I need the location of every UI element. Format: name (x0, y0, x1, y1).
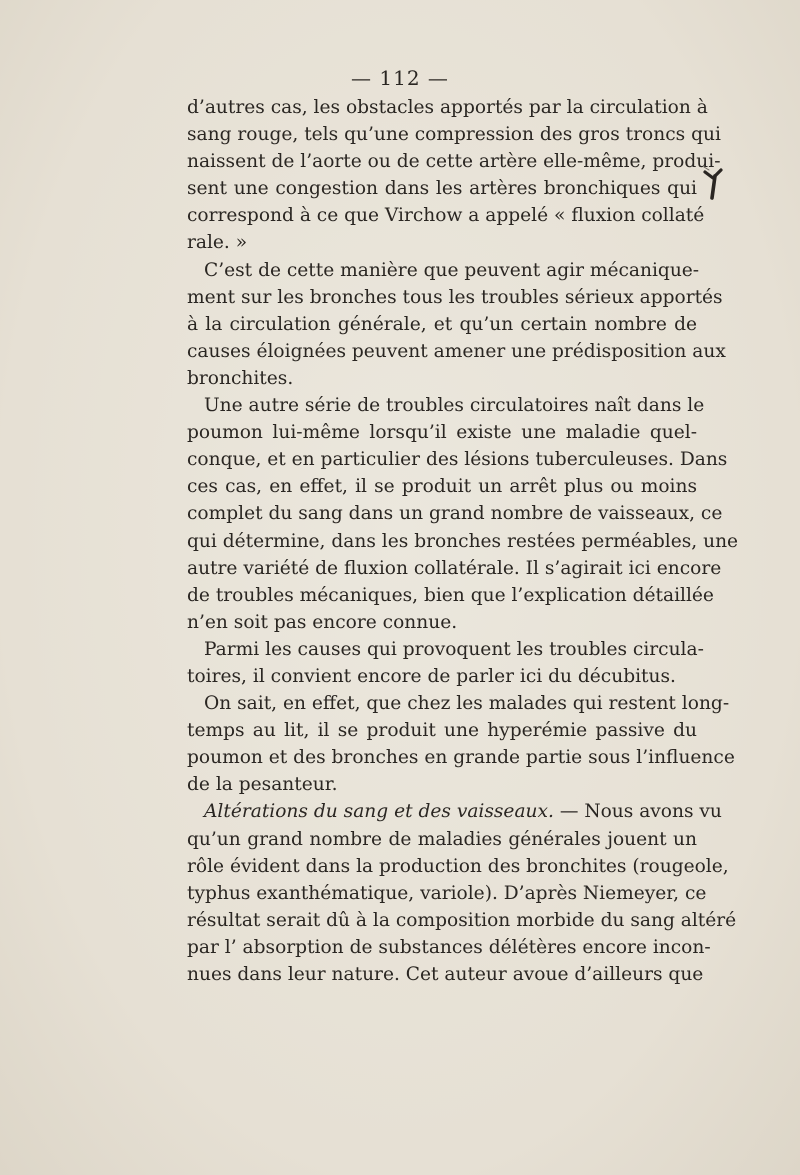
line-text: — Nous avons vu (553, 801, 722, 823)
text-line: ment sur les bronches tous les troubles sérieux apportés (187, 286, 723, 308)
text-line (187, 798, 722, 825)
text-line: correspond à ce que Virchow a appelé « fluxion collaté (187, 205, 705, 227)
paragraph (187, 257, 726, 392)
text-line: autre variété de fluxion collatérale. Il s’agirait ici encore (187, 557, 722, 579)
text-line: qu’un grand nombre de maladies générales jouent un (187, 828, 697, 850)
paragraph (187, 690, 735, 798)
text-line: C’est de cette manière que peuvent agir mécanique- (204, 259, 700, 281)
text-line: Une autre série de troubles circulatoires naît dans le (204, 395, 705, 417)
text-line: par l’ absorption de substances délétères encore incon- (187, 936, 711, 958)
text-line: toires, il convient encore de parler ici du décubitus. (187, 665, 676, 687)
text-line: de troubles mécaniques, bien que l’explication détaillée (187, 584, 714, 606)
text-line: sang rouge, tels qu’une compression des gros troncs qui (187, 124, 721, 146)
section-heading: Altérations du sang et des vaisseaux. (204, 801, 554, 823)
text-line: rôle évident dans la production des bronchites (rougeole, (187, 855, 729, 877)
text-line: d’autres cas, les obstacles apportés par la circulation à (187, 97, 708, 118)
text-line: sent une congestion dans les artères bronchiques qui (187, 178, 697, 200)
text-line: poumon lui-même lorsqu’il existe une maladie quel- (187, 422, 697, 444)
text-line: qui détermine, dans les bronches restées perméables, une (187, 530, 739, 552)
paragraph (187, 94, 721, 257)
text-line: typhus exanthématique, variole). D’après Niemeyer, ce (187, 882, 707, 904)
text-line: causes éloignées peuvent amener une prédisposition aux (187, 340, 726, 362)
paragraph (187, 392, 739, 636)
text-line: résultat serait dû à la composition morbide du sang altéré (187, 909, 737, 931)
text-line: Parmi les causes qui provoquent les troubles circula- (204, 638, 704, 660)
page-number: — 112 — (351, 66, 449, 90)
text-line: ces cas, en effet, il se produit un arrêt plus ou moins (187, 476, 697, 498)
text-line: On sait, en effet, que chez les malades qui restent long- (204, 693, 730, 715)
paragraph (187, 636, 704, 690)
text-line: rale. » (187, 232, 248, 254)
text-line: naissent de l’aorte ou de cette artère elle-même, produi- (187, 151, 721, 173)
paragraph (187, 798, 737, 988)
text-line: n’en soit pas encore connue. (187, 611, 458, 633)
text-line: poumon et des bronches en grande partie sous l’influence (187, 747, 735, 769)
text-line: de la pesanteur. (187, 774, 338, 796)
text-line: bronchites. (187, 367, 294, 389)
text-line: à la circulation générale, et qu’un certain nombre de (187, 313, 697, 335)
text-line: complet du sang dans un grand nombre de vaisseaux, ce (187, 503, 723, 525)
text-line: temps au lit, il se produit une hyperémie passive du (187, 720, 697, 742)
body-text (187, 94, 739, 988)
text-line: conque, et en particulier des lésions tuberculeuses. Dans (187, 449, 728, 471)
text-line: nues dans leur nature. Cet auteur avoue d’ailleurs que (187, 964, 704, 985)
